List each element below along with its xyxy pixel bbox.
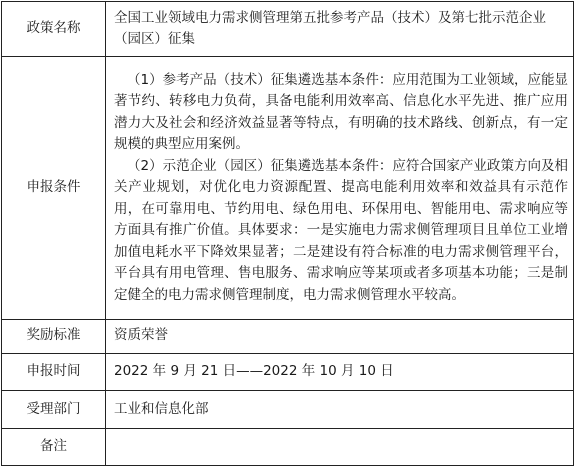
reward-standard-label: 奖励标准 (2, 319, 106, 353)
application-conditions-label: 申报条件 (2, 57, 106, 320)
policy-name-label: 政策名称 (2, 2, 106, 57)
row-policy-name (2, 2, 574, 57)
application-time-label: 申报时间 (2, 353, 106, 390)
application-time-value: 2022 年 9 月 21 日——2022 年 10 月 10 日 (106, 353, 574, 390)
reward-standard-value: 资质荣誉 (106, 319, 574, 353)
row-accepting-department (2, 390, 574, 428)
row-application-time (2, 353, 574, 390)
condition-paragraph-products: （1）参考产品（技术）征集遴选基本条件：应用范围为工业领域，应能显著节约、转移电力负荷，具备电能利用效率高、信息化水平先进、推广应用潜力大及社会和经济效益显著等特点，有明确的技术路线、创新点，有一定规模的典型应用案例。 (114, 71, 568, 153)
row-application-conditions (2, 57, 574, 320)
condition-paragraph-demonstration: （2）示范企业（园区）征集遴选基本条件：应符合国家产业政策方向及相关产业规划，对优化电力资源配置、提高电能利用效率和效益具有示范作用，在可靠用电、节约用电、绿色用电、环保用电、智能用电、需求响应等方面具有推广价值。具体要求：一是实施电力需求侧管理项目且单位工业增加值电耗水平下降效果显著；二是建设有符合标准的电力需求侧管理平台，平台具有用电管理、售电服务、需求响应等某项或者多项基本功能；三是制定健全的电力需求侧管理制度，电力需求侧管理水平较高。 (114, 157, 568, 303)
policy-name-value: 全国工业领域电力需求侧管理第五批参考产品（技术）及第七批示范企业（园区）征集 (106, 2, 574, 57)
accepting-department-label: 受理部门 (2, 390, 106, 428)
row-remarks (2, 428, 574, 465)
application-conditions-value (106, 57, 574, 320)
accepting-department-value: 工业和信息化部 (106, 390, 574, 428)
remarks-label: 备注 (2, 428, 106, 465)
row-reward-standard (2, 319, 574, 353)
remarks-value (106, 428, 574, 465)
policy-table (1, 1, 574, 466)
